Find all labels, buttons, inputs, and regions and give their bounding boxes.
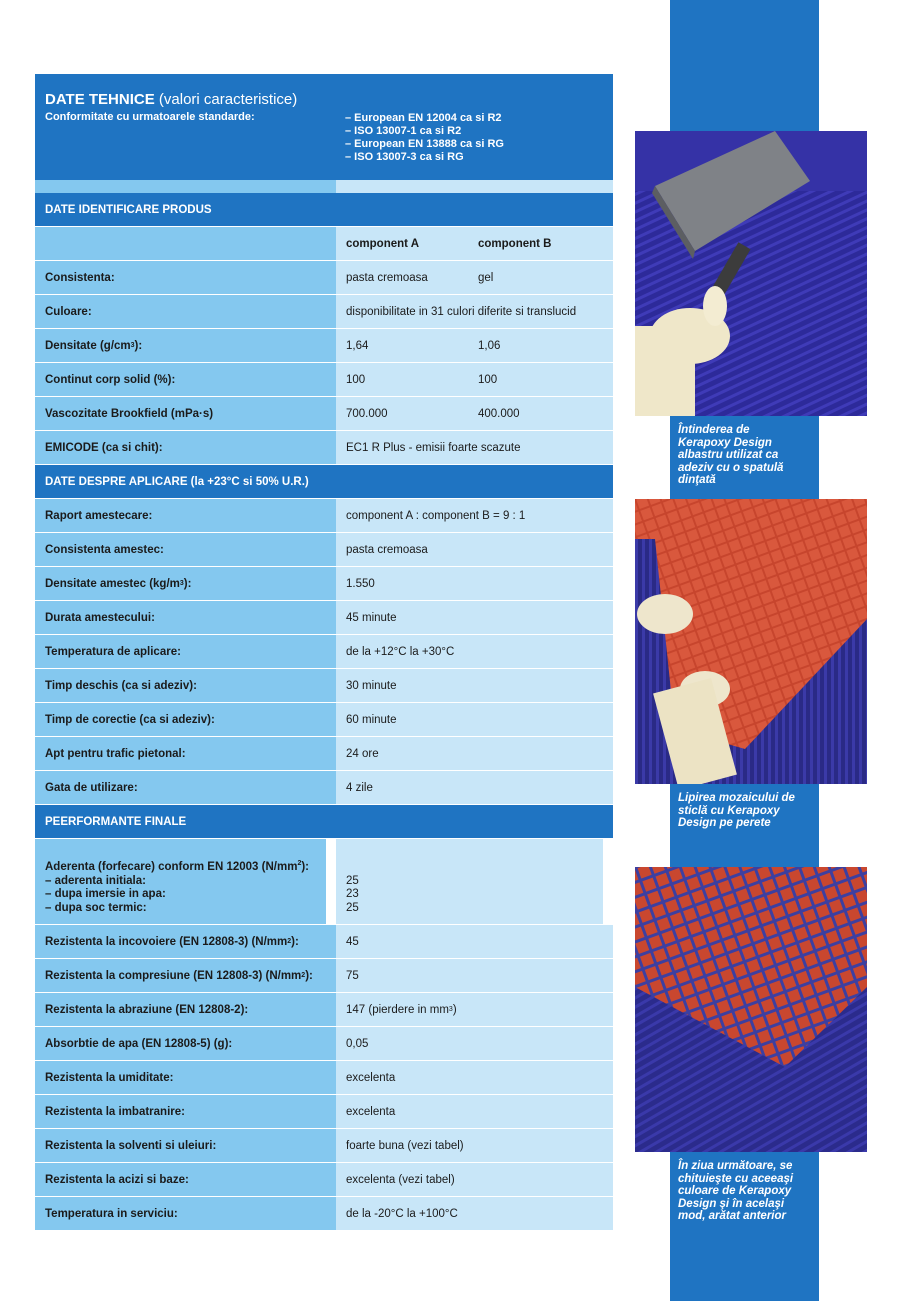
- header-subtitle: Conformitate cu urmatoarele standarde:: [45, 111, 255, 123]
- trowel-spreading-photo: [635, 131, 867, 416]
- table-row: Culoare: disponibilitate in 31 culori diferite si translucid: [35, 295, 613, 329]
- caption-1: Întinderea de Kerapoxy Design albastru utilizat ca adeziv cu o spatulă dinţată: [678, 424, 784, 486]
- table-row: Rezistenta la acizi si baze: excelenta (vezi tabel): [35, 1163, 613, 1197]
- table-row: Rezistenta la incovoiere (EN 12808-3) (N/mm 2 ): 45: [35, 925, 613, 959]
- section-product-identification: DATE IDENTIFICARE PRODUS: [35, 193, 613, 227]
- standards-list: – European EN 12004 ca si R2 – ISO 13007-1 ca si R2 – European EN 13888 ca si RG – ISO 13007-3 ca si RG: [345, 112, 504, 163]
- table-row: Rezistenta la solventi si uleiuri: foarte buna (vezi tabel): [35, 1129, 613, 1163]
- table-row: Temperatura in serviciu: de la -20°C la +100°C: [35, 1197, 613, 1231]
- component-b-heading: component B: [478, 237, 552, 250]
- table-row: Rezistenta la compresiune (EN 12808-3) (N/mm 2 ): 75: [35, 959, 613, 993]
- table-row: Temperatura de aplicare: de la +12°C la +30°C: [35, 635, 613, 669]
- table-row: Gata de utilizare: 4 zile: [35, 771, 613, 805]
- table-row: Densitate (g/cm 3 ): 1,64 1,06: [35, 329, 613, 363]
- table-row: Timp deschis (ca si adeziv): 30 minute: [35, 669, 613, 703]
- table-row: Durata amestecului: 45 minute: [35, 601, 613, 635]
- technical-data-header: [35, 74, 613, 180]
- table-row: Raport amestecare: component A : component B = 9 : 1: [35, 499, 613, 533]
- section-final-performance: PEERFORMANTE FINALE: [35, 805, 613, 839]
- grouted-mosaic-photo: [635, 867, 867, 1152]
- table-row: Consistenta amestec: pasta cremoasa: [35, 533, 613, 567]
- header-spacer: [35, 180, 613, 193]
- technical-data-table: [35, 193, 613, 1231]
- table-row: Rezistenta la abraziune (EN 12808-2): 147 (pierdere in mm 3 ): [35, 993, 613, 1027]
- table-row: Densitate amestec (kg/m 3 ): 1.550: [35, 567, 613, 601]
- table-row: Consistenta: pasta cremoasa gel: [35, 261, 613, 295]
- caption-3: În ziua următoare, se chituieşte cu aceeaşi culoare de Kerapoxy Design şi în acelaşi mod, arătat anterior: [678, 1160, 794, 1222]
- table-row: Apt pentru trafic pietonal: 24 ore: [35, 737, 613, 771]
- table-row-adhesion: Aderenta (forfecare) conform EN 12003 $(N/mm^2)$: – aderenta initiala: – dupa imersie in apa: – dupa soc termic: 25 23 25: [35, 839, 613, 925]
- header-title: DATE TEHNICE (valori caracteristice): [45, 91, 298, 108]
- section-application-data: DATE DESPRE APLICARE (la +23°C si 50% U.R.): [35, 465, 613, 499]
- table-row: Absorbtie de apa (EN 12808-5) (g): 0,05: [35, 1027, 613, 1061]
- table-row: Vascozitate Brookfield (mPa·s) 700.000 400.000: [35, 397, 613, 431]
- mosaic-laying-photo: [635, 499, 867, 784]
- component-a-heading: component A: [346, 237, 420, 250]
- table-row: Timp de corectie (ca si adeziv): 60 minute: [35, 703, 613, 737]
- caption-2: Lipirea mozaicului de sticlă cu Kerapoxy Design pe perete: [678, 792, 795, 829]
- table-row: EMICODE (ca si chit): EC1 R Plus - emisii foarte scazute: [35, 431, 613, 465]
- table-row: Rezistenta la umiditate: excelenta: [35, 1061, 613, 1095]
- component-header-row: [35, 227, 613, 261]
- table-row: Continut corp solid (%): 100 100: [35, 363, 613, 397]
- table-row: Rezistenta la imbatranire: excelenta: [35, 1095, 613, 1129]
